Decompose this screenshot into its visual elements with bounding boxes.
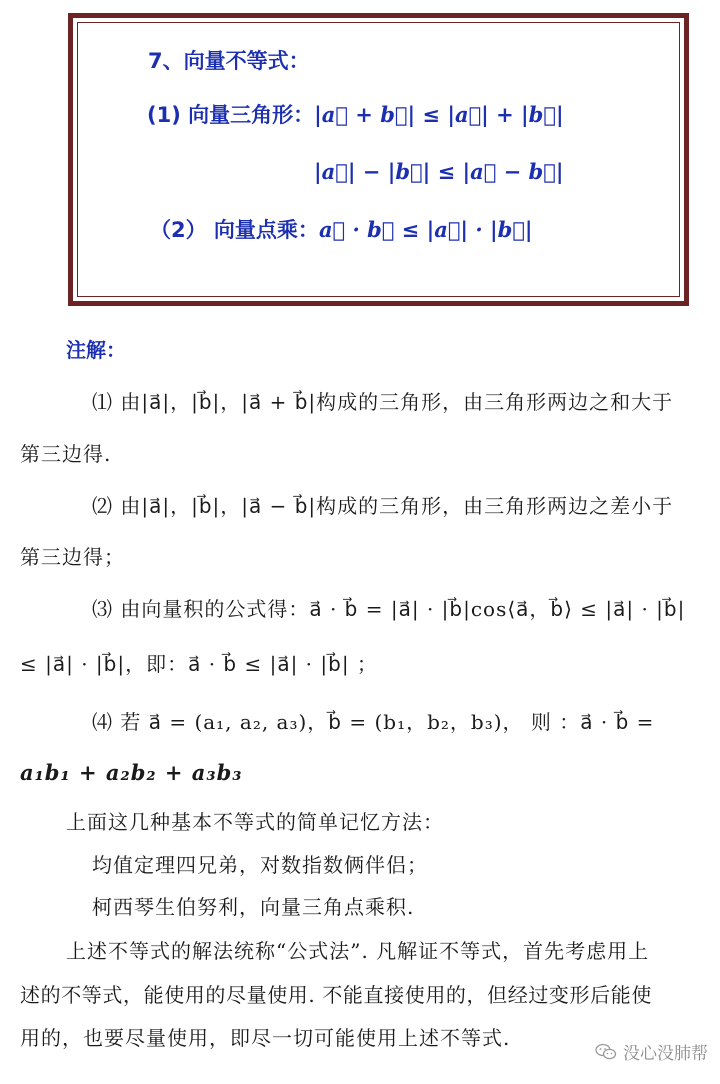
note-1-line-2: 第三边得. xyxy=(20,442,112,466)
item2-label: （2） 向量点乘： xyxy=(150,218,319,242)
watermark-text: 没心没肺帮 xyxy=(623,1044,708,1064)
item1-formula-2: |a⃗| − |b⃗| ≤ |a⃗ − b⃗| xyxy=(314,159,564,184)
note-1-line-1: ⑴ 由|a⃗|，|b⃗|，|a⃗ + b⃗|构成的三角形，由三角形两边之和大于 xyxy=(92,390,674,414)
wechat-icon xyxy=(595,1043,617,1061)
note-3-line-2: ≤ |a⃗| · |b⃗|，即：a⃗ · b⃗ ≤ |a⃗| · |b⃗| ； xyxy=(20,652,378,676)
note-2-line-1: ⑵ 由|a⃗|，|b⃗|，|a⃗ − b⃗|构成的三角形，由三角形两边之差小于 xyxy=(92,494,674,518)
item2-formula: a⃗ · b⃗ ≤ |a⃗| · |b⃗| xyxy=(318,217,533,242)
note-2-line-2: 第三边得； xyxy=(20,545,125,569)
item1-formula: |a⃗ + b⃗| ≤ |a⃗| + |b⃗| xyxy=(314,102,564,127)
summary-line-1: 上述不等式的解法统称“公式法”. 凡解证不等式，首先考虑用上 xyxy=(66,939,650,963)
summary-line-3: 用的，也要尽量使用，即尽一切可能使用上述不等式. xyxy=(20,1026,511,1050)
memory-intro: 上面这几种基本不等式的简单记忆方法： xyxy=(66,810,444,834)
note-4-line-1: ⑷ 若 a⃗ = (a₁, a₂, a₃)，b⃗ = (b₁，b₂，b₃)， 则 ：a⃗ · b⃗ = xyxy=(92,710,655,734)
box-item2 xyxy=(150,216,533,244)
watermark xyxy=(595,1039,708,1064)
memory-line-2: 柯西琴生伯努利，向量三角点乘积. xyxy=(92,895,415,919)
note-4-line-2: a₁b₁ + a₂b₂ + a₃b₃ xyxy=(20,760,243,785)
box-item1 xyxy=(147,101,564,129)
notes-heading: 注解： xyxy=(66,338,126,362)
note-3-line-1: ⑶ 由向量积的公式得：a⃗ · b⃗ = |a⃗| · |b⃗|cos⟨a⃗，b⃗⟩ ≤ |a⃗| · |b⃗| xyxy=(92,597,686,621)
box-heading: 7、向量不等式： xyxy=(148,49,310,73)
summary-line-2: 述的不等式，能使用的尽量使用. 不能直接使用的，但经过变形后能使 xyxy=(20,983,652,1007)
item1-label: (1) 向量三角形： xyxy=(147,103,315,127)
memory-line-1: 均值定理四兄弟，对数指数俩伴侣； xyxy=(92,853,428,877)
